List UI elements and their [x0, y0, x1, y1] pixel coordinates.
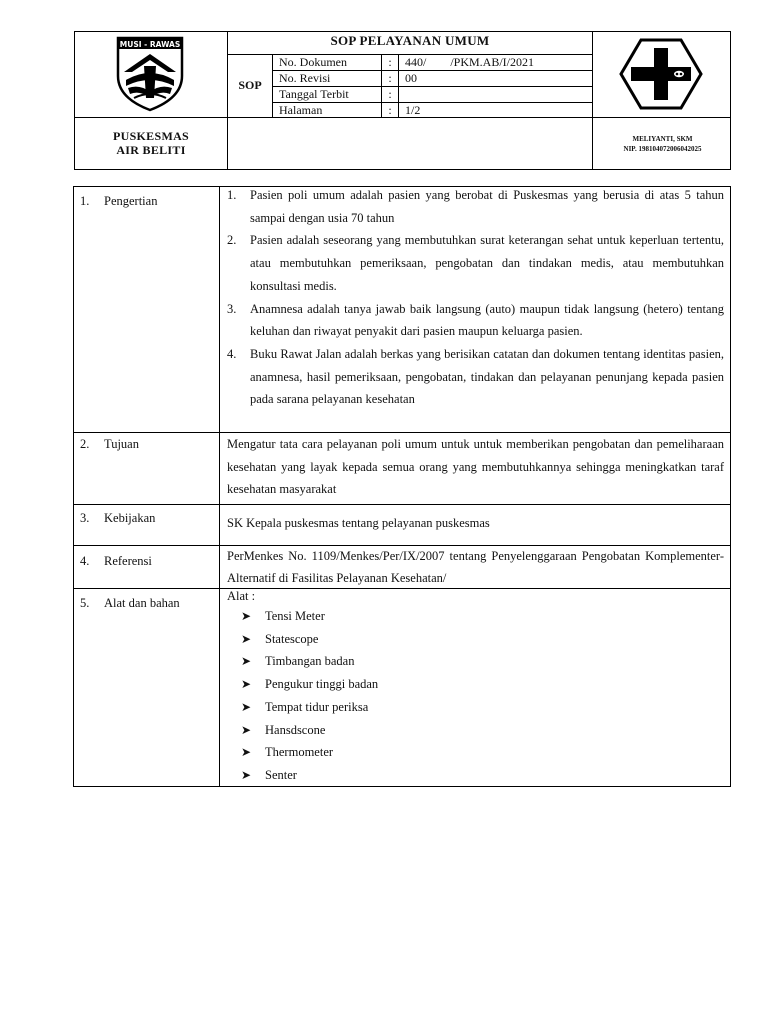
signer-block [595, 134, 730, 154]
list-item-number: 2. [227, 233, 237, 248]
arrow-bullet-icon: ➤ [241, 631, 252, 646]
list-item-number: 4. [227, 346, 237, 361]
meta-separator: : [388, 103, 392, 117]
list-item-text: Thermometer [265, 745, 334, 760]
section-title: Alat dan bahan [104, 596, 180, 610]
organization-line-1: PUSKESMAS [112, 129, 190, 143]
section-content-kebijakan: SK Kepala puskesmas tentang pelayanan puskesmas [227, 516, 490, 530]
sop-label: SOP [238, 78, 262, 92]
arrow-bullet-icon: ➤ [241, 699, 252, 714]
list-item [227, 650, 724, 673]
list-item-text: Pengukur tinggi badan [265, 677, 379, 692]
arrow-bullet-icon: ➤ [241, 767, 252, 782]
list-item [227, 628, 724, 651]
signer-name: MELIYANTI, SKM [632, 135, 693, 143]
arrow-bullet-icon: ➤ [241, 745, 252, 760]
list-item-text: Hansdscone [265, 722, 326, 737]
section-label-alat-dan-bahan [80, 596, 180, 611]
organization-line-2: AIR BELITI [116, 143, 186, 157]
regency-logo [114, 36, 186, 112]
list-item [227, 764, 724, 787]
list-item-text: Tensi Meter [265, 609, 325, 623]
meta-label-no-dokumen: No. Dokumen [279, 55, 347, 69]
meta-separator: : [388, 55, 392, 69]
logo-text: MUSI - RAWAS [119, 40, 181, 49]
list-item-number: 3. [227, 301, 237, 316]
list-item [227, 184, 724, 229]
meta-value-no-dokumen: 440/ /PKM.AB/I/2021 [405, 55, 535, 69]
organization-name [75, 129, 227, 157]
puskesmas-logo [619, 38, 703, 110]
arrow-bullet-icon: ➤ [241, 677, 252, 692]
arrow-bullet-icon: ➤ [241, 609, 252, 623]
list-item-text: Timbangan badan [265, 654, 355, 669]
section-number: 5. [80, 596, 90, 610]
alat-heading: Alat : [227, 589, 256, 603]
section-content-alat-dan-bahan [227, 587, 724, 787]
list-item [227, 229, 724, 297]
section-label-tujuan [80, 437, 139, 452]
meta-separator: : [388, 71, 392, 85]
section-number: 1. [80, 194, 90, 208]
list-item-text: Senter [265, 767, 297, 782]
section-title: Pengertian [104, 194, 158, 208]
list-item [227, 343, 724, 411]
list-item-number: 1. [227, 188, 237, 202]
section-content-tujuan: Mengatur tata cara pelayanan poli umum untuk untuk memberikan pengobatan dan pemeliharaan kesehatan yang layak kepada semua orang yang membutuhkannya sehingga meningkatkan taraf kesehatan masyarakat [227, 437, 724, 497]
section-title: Referensi [104, 554, 152, 568]
arrow-bullet-icon: ➤ [241, 654, 252, 669]
section-label-kebijakan [80, 511, 155, 526]
list-item [227, 696, 724, 719]
list-item-text: Anamnesa adalah tanya jawab baik langsung (auto) maupun tidak langsung (hetero) tentang keluhan dan riwayat penyakit dari pasien maupun keluarga pasien. [250, 301, 724, 339]
section-title: Kebijakan [104, 511, 156, 525]
section-label-referensi [80, 554, 152, 569]
document-title: SOP PELAYANAN UMUM [330, 33, 490, 48]
signer-nip: NIP. 198104072006042025 [623, 145, 702, 153]
list-item [227, 673, 724, 696]
section-content-referensi: PerMenkes No. 1109/Menkes/Per/IX/2007 tentang Penyelenggaraan Pengobatan Komplementer-Alternatif di Fasilitas Pelayanan Kesehatan/ [227, 549, 724, 585]
list-item-text: Statescope [265, 631, 319, 646]
list-item [227, 298, 724, 343]
section-title: Tujuan [104, 437, 139, 451]
list-item [227, 605, 724, 628]
meta-label-halaman: Halaman [279, 103, 323, 117]
list-item [227, 719, 724, 742]
section-number: 2. [80, 437, 90, 451]
alat-list [227, 605, 724, 787]
list-item-text: Buku Rawat Jalan adalah berkas yang berisikan catatan dan dokumen tentang identitas pasien, anamnesa, hasil pemeriksaan, pengobatan, tindakan dan pelayanan penunjang kepada pasien pada sarana pelayanan kesehatan [250, 346, 724, 407]
list-item-text: Pasien poli umum adalah pasien yang berobat di Puskesmas yang berusia di atas 5 tahun sampai dengan usia 70 tahun [250, 188, 724, 225]
meta-separator: : [388, 87, 392, 101]
section-label-pengertian [80, 194, 157, 209]
list-item-text: Pasien adalah seseorang yang membutuhkan surat keterangan sehat untuk keperluan tertentu, atau membutuhkan pemeriksaan, pengobatan dan tindakan medis, atau membutuhkan konsultasi medis. [250, 233, 724, 293]
list-item-text: Tempat tidur periksa [265, 699, 369, 714]
arrow-bullet-icon: ➤ [241, 722, 252, 737]
list-item [227, 741, 724, 764]
meta-value-halaman: 1/2 [405, 103, 421, 117]
section-number: 3. [80, 511, 90, 525]
section-content-pengertian [227, 184, 724, 411]
meta-value-no-revisi: 00 [405, 71, 417, 85]
meta-label-tanggal-terbit: Tanggal Terbit [279, 87, 349, 101]
meta-label-no-revisi: No. Revisi [279, 71, 331, 85]
section-number: 4. [80, 554, 90, 568]
